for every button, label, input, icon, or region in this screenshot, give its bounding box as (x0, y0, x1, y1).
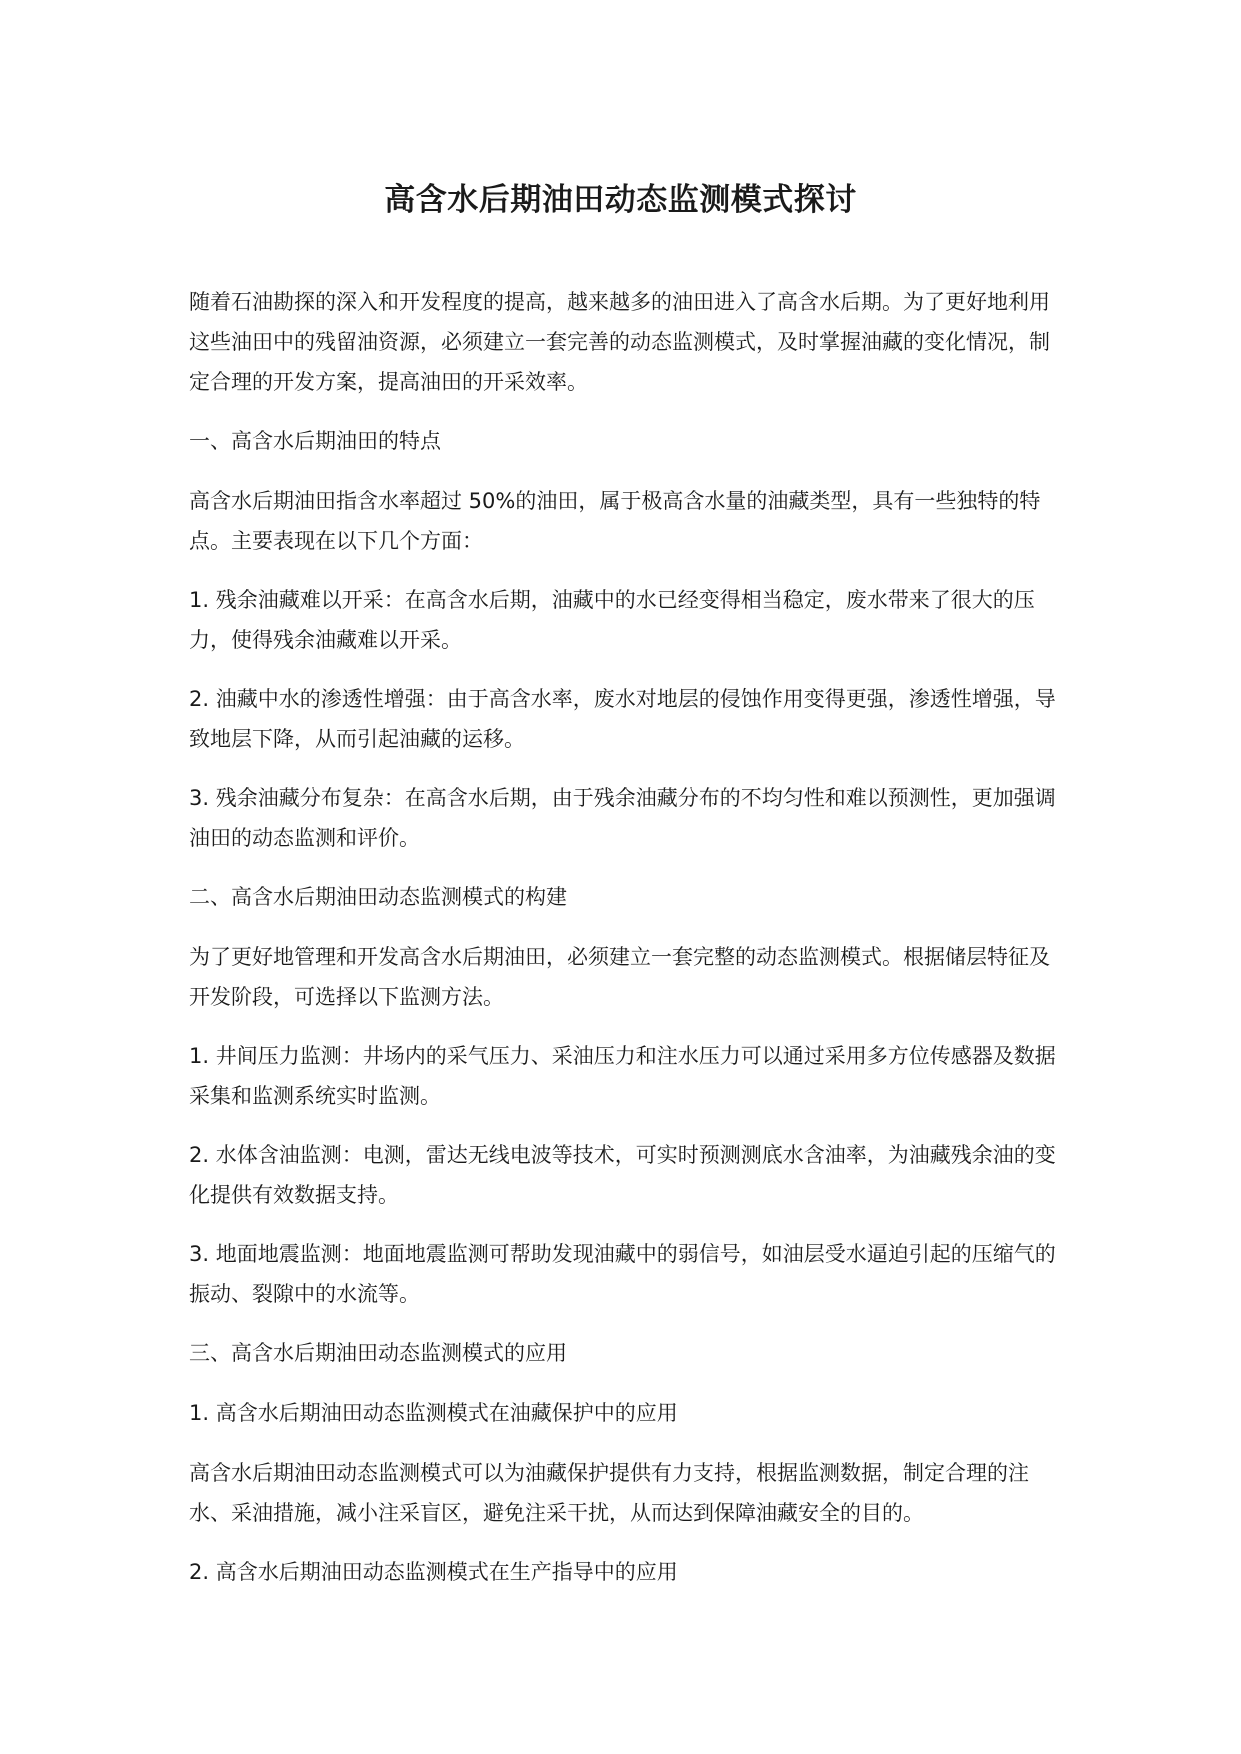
subheading-application-1: 1. 高含水后期油田动态监测模式在油藏保护中的应用 (189, 1401, 678, 1425)
paragraph-intro: 随着石油勘探的深入和开发程度的提高，越来越多的油田进入了高含水后期。为了更好地利用这些油田中的残留油资源，必须建立一套完善的动态监测模式，及时掌握油藏的变化情况，制定合理的开发方案，提高油田的开采效率。 (189, 290, 1050, 394)
list-item-characteristic-2: 2. 油藏中水的渗透性增强：由于高含水率，废水对地层的侵蚀作用变得更强，渗透性增强，导致地层下降，从而引起油藏的运移。 (189, 687, 1056, 751)
list-item-method-2: 2. 水体含油监测：电测，雷达无线电波等技术，可实时预测测底水含油率，为油藏残余油的变化提供有效数据支持。 (189, 1143, 1056, 1207)
document-title: 高含水后期油田动态监测模式探讨 (384, 182, 857, 218)
list-item-method-1: 1. 井间压力监测：井场内的采气压力、采油压力和注水压力可以通过采用多方位传感器及数据采集和监测系统实时监测。 (189, 1044, 1056, 1108)
paragraph-application-1: 高含水后期油田动态监测模式可以为油藏保护提供有力支持，根据监测数据，制定合理的注水、采油措施，减小注采盲区，避免注采干扰，从而达到保障油藏安全的目的。 (189, 1461, 1029, 1525)
subheading-application-2: 2. 高含水后期油田动态监测模式在生产指导中的应用 (189, 1560, 678, 1584)
document-body (189, 282, 1067, 1612)
list-item-characteristic-3: 3. 残余油藏分布复杂：在高含水后期，由于残余油藏分布的不均匀性和难以预测性，更加强调油田的动态监测和评价。 (189, 786, 1056, 850)
section-heading-3: 三、高含水后期油田动态监测模式的应用 (189, 1341, 567, 1365)
list-item-method-3: 3. 地面地震监测：地面地震监测可帮助发现油藏中的弱信号，如油层受水逼迫引起的压缩气的振动、裂隙中的水流等。 (189, 1242, 1056, 1306)
paragraph-characteristics: 高含水后期油田指含水率超过 50%的油田，属于极高含水量的油藏类型，具有一些独特的特点。主要表现在以下几个方面： (189, 489, 1041, 553)
paragraph-construction: 为了更好地管理和开发高含水后期油田，必须建立一套完整的动态监测模式。根据储层特征及开发阶段，可选择以下监测方法。 (189, 945, 1050, 1009)
list-item-characteristic-1: 1. 残余油藏难以开采：在高含水后期，油藏中的水已经变得相当稳定，废水带来了很大的压力，使得残余油藏难以开采。 (189, 588, 1035, 652)
section-heading-2: 二、高含水后期油田动态监测模式的构建 (189, 885, 567, 909)
section-heading-1: 一、高含水后期油田的特点 (189, 429, 441, 453)
